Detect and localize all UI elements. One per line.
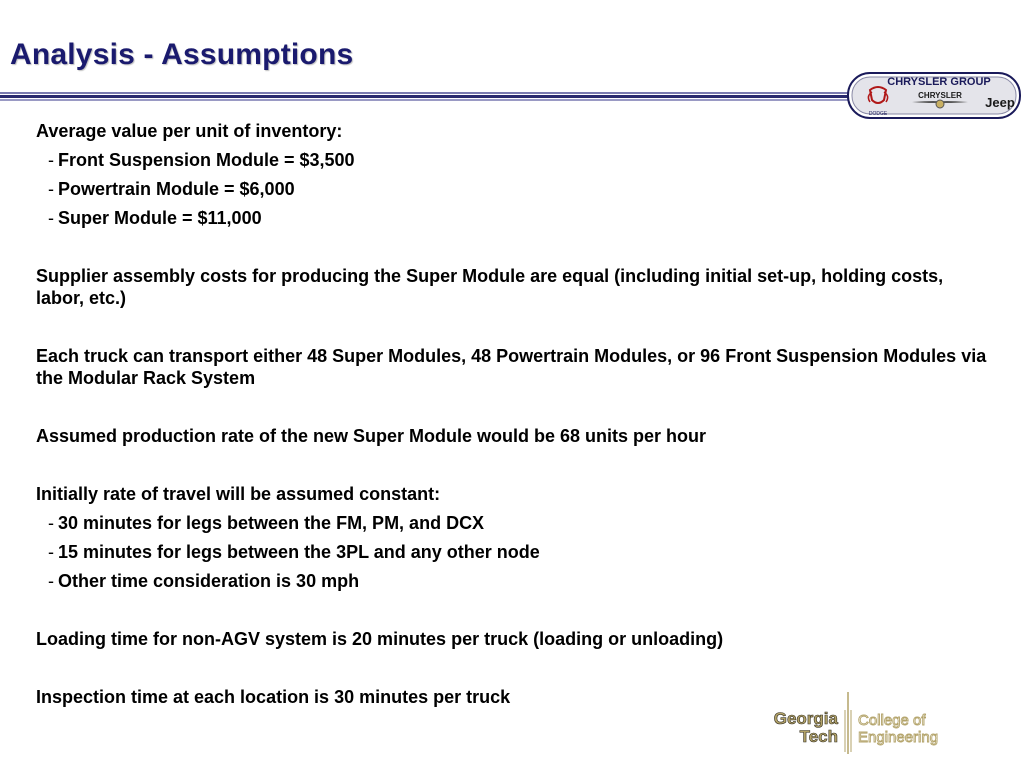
truck-capacity-text: Each truck can transport either 48 Super Modules, 48 Powertrain Modules, or 96 Front Suspension Modules via the Modular Rack System	[36, 346, 987, 388]
gt-college1: College of	[858, 712, 926, 729]
chrysler-group-text: CHRYSLER GROUP	[887, 76, 991, 88]
travel-rate-heading: Initially rate of travel will be assumed constant:	[36, 484, 441, 504]
list-item: - 15 minutes for legs between the 3PL and any other node	[48, 542, 540, 562]
jeep-text: Jeep	[985, 95, 1015, 110]
gt-college2: Engineering	[858, 729, 939, 746]
inspection-time-text: Inspection time at each location is 30 minutes per truck	[36, 687, 511, 707]
supplier-costs-block	[36, 265, 996, 309]
chrysler-brand-text: CHRYSLER	[918, 91, 962, 100]
list-item: - 30 minutes for legs between the FM, PM, and DCX	[48, 513, 485, 533]
chrysler-group-logo	[846, 70, 1022, 120]
truck-capacity-block	[36, 345, 996, 389]
list-item: - Other time consideration is 30 mph	[48, 571, 360, 591]
inventory-value-heading: Average value per unit of inventory:	[36, 121, 343, 141]
georgia-tech-college-of-engineering-logo	[756, 690, 976, 756]
list-item: - Super Module = $11,000	[48, 208, 262, 228]
gt-line1: Georgia	[773, 709, 838, 728]
loading-time-block	[36, 628, 996, 650]
loading-time-text: Loading time for non-AGV system is 20 minutes per truck (loading or unloading)	[36, 629, 724, 649]
travel-rate-block	[36, 483, 996, 592]
production-rate-text: Assumed production rate of the new Super Module would be 68 units per hour	[36, 426, 707, 446]
header-rule	[0, 92, 850, 101]
slide-title: Analysis - Assumptions	[10, 38, 354, 71]
production-rate-block	[36, 425, 996, 447]
list-item: - Front Suspension Module = $3,500	[48, 150, 355, 170]
dodge-text: DODGE	[868, 111, 888, 117]
assumptions-content	[36, 120, 996, 744]
supplier-costs-text: Supplier assembly costs for producing the Super Module are equal (including initial set-up, holding costs, labor, etc.)	[36, 266, 944, 308]
gt-divider-icon	[845, 692, 851, 754]
list-item: - Powertrain Module = $6,000	[48, 179, 295, 199]
inventory-value-block	[36, 120, 996, 229]
gt-line2: Tech	[799, 727, 838, 746]
